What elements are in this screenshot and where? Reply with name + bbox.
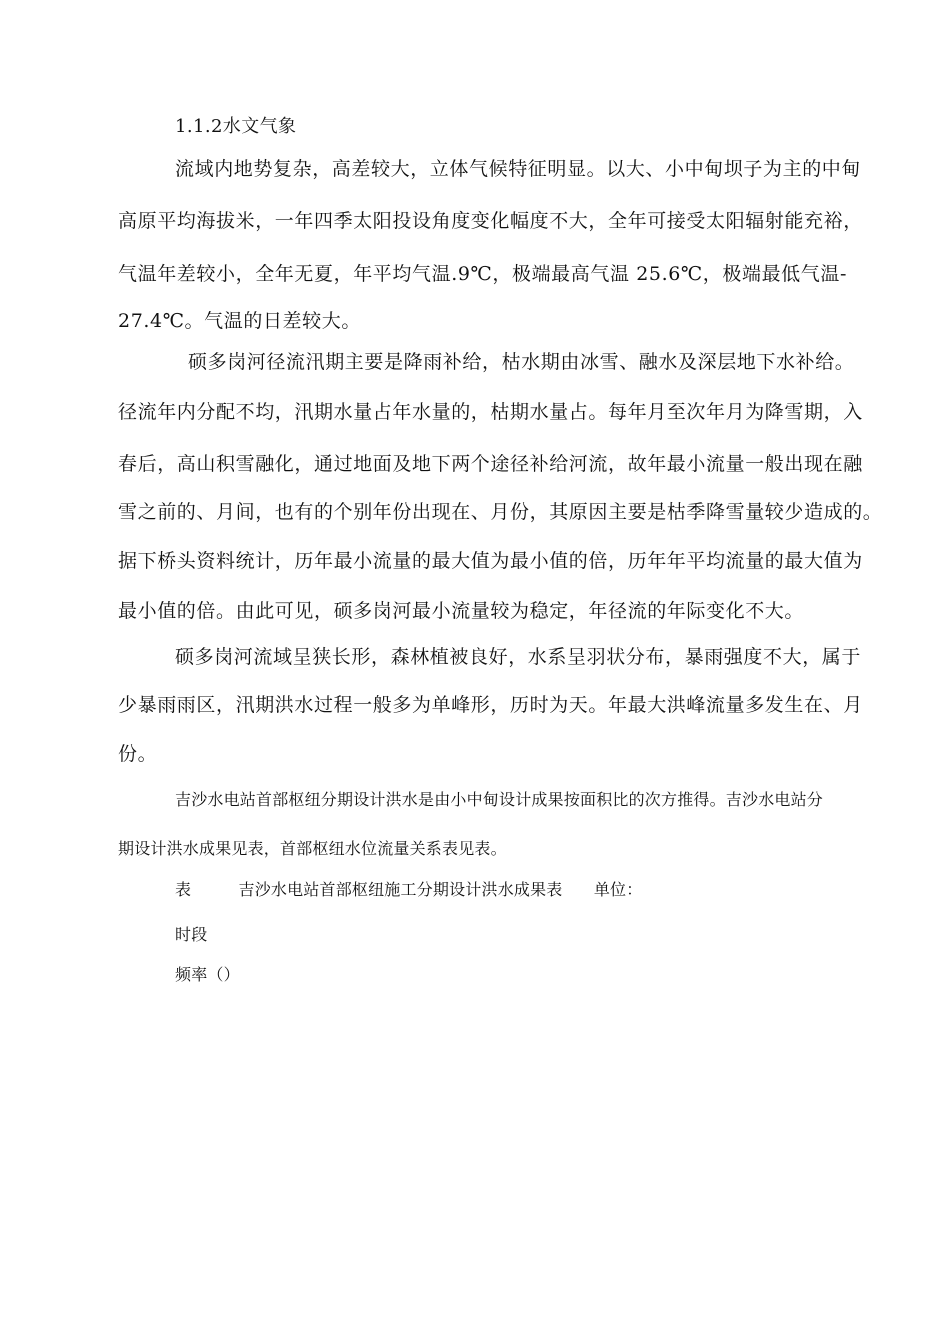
paragraph-3-line-3: 份。 bbox=[118, 743, 158, 765]
paragraph-2-line-6: 最小值的倍。由此可见，硕多岗河最小流量较为稳定，年径流的年际变化不大。 bbox=[118, 600, 805, 622]
paragraph-4-line-2: 期设计洪水成果见表，首部枢纽水位流量关系表见表。 bbox=[118, 839, 507, 858]
paragraph-1-line-4: 27.4℃。气温的日差较大。 bbox=[118, 310, 361, 332]
paragraph-2-line-1: 硕多岗河径流汛期主要是降雨补给，枯水期由冰雪、融水及深层地下水补给。 bbox=[188, 351, 855, 373]
section-heading: 1.1.2水文气象 bbox=[175, 116, 297, 137]
table-title: 吉沙水电站首部枢纽施工分期设计洪水成果表 bbox=[238, 880, 563, 899]
paragraph-1-line-1: 流域内地势复杂，高差较大，立体气候特征明显。以大、小中甸坝子为主的中甸 bbox=[175, 158, 862, 180]
table-caption bbox=[175, 880, 642, 900]
paragraph-3-line-1: 硕多岗河流域呈狭长形，森林植被良好，水系呈羽状分布，暴雨强度不大，属于 bbox=[175, 646, 862, 668]
paragraph-1-line-2: 高原平均海拔米，一年四季太阳投设角度变化幅度不大，全年可接受太阳辐射能充裕， bbox=[118, 210, 863, 232]
paragraph-3-line-2: 少暴雨雨区，汛期洪水过程一般多为单峰形，历时为天。年最大洪峰流量多发生在、月 bbox=[118, 694, 863, 716]
paragraph-2-line-2: 径流年内分配不均，汛期水量占年水量的，枯期水量占。每年月至次年月为降雪期，入 bbox=[118, 401, 863, 423]
paragraph-2-line-3: 春后，高山积雪融化，通过地面及地下两个途径补给河流，故年最小流量一般出现在融 bbox=[118, 453, 863, 475]
paragraph-1-line-3: 气温年差较小，全年无夏，年平均气温.9℃，极端最高气温 25.6℃，极端最低气温- bbox=[118, 263, 848, 285]
table-row-frequency: 频率（） bbox=[175, 965, 240, 984]
paragraph-4-line-1: 吉沙水电站首部枢纽分期设计洪水是由小中甸设计成果按面积比的次方推得。吉沙水电站分 bbox=[175, 790, 824, 809]
table-unit: 单位： bbox=[593, 880, 643, 899]
paragraph-2-line-5: 据下桥头资料统计，历年最小流量的最大值为最小值的倍，历年年平均流量的最大值为 bbox=[118, 550, 863, 572]
table-row-period: 时段 bbox=[175, 925, 208, 944]
paragraph-2-line-4: 雪之前的、月间，也有的个别年份出现在、月份，其原因主要是枯季降雪量较少造成的。 bbox=[118, 501, 883, 523]
table-label: 表 bbox=[175, 880, 192, 899]
